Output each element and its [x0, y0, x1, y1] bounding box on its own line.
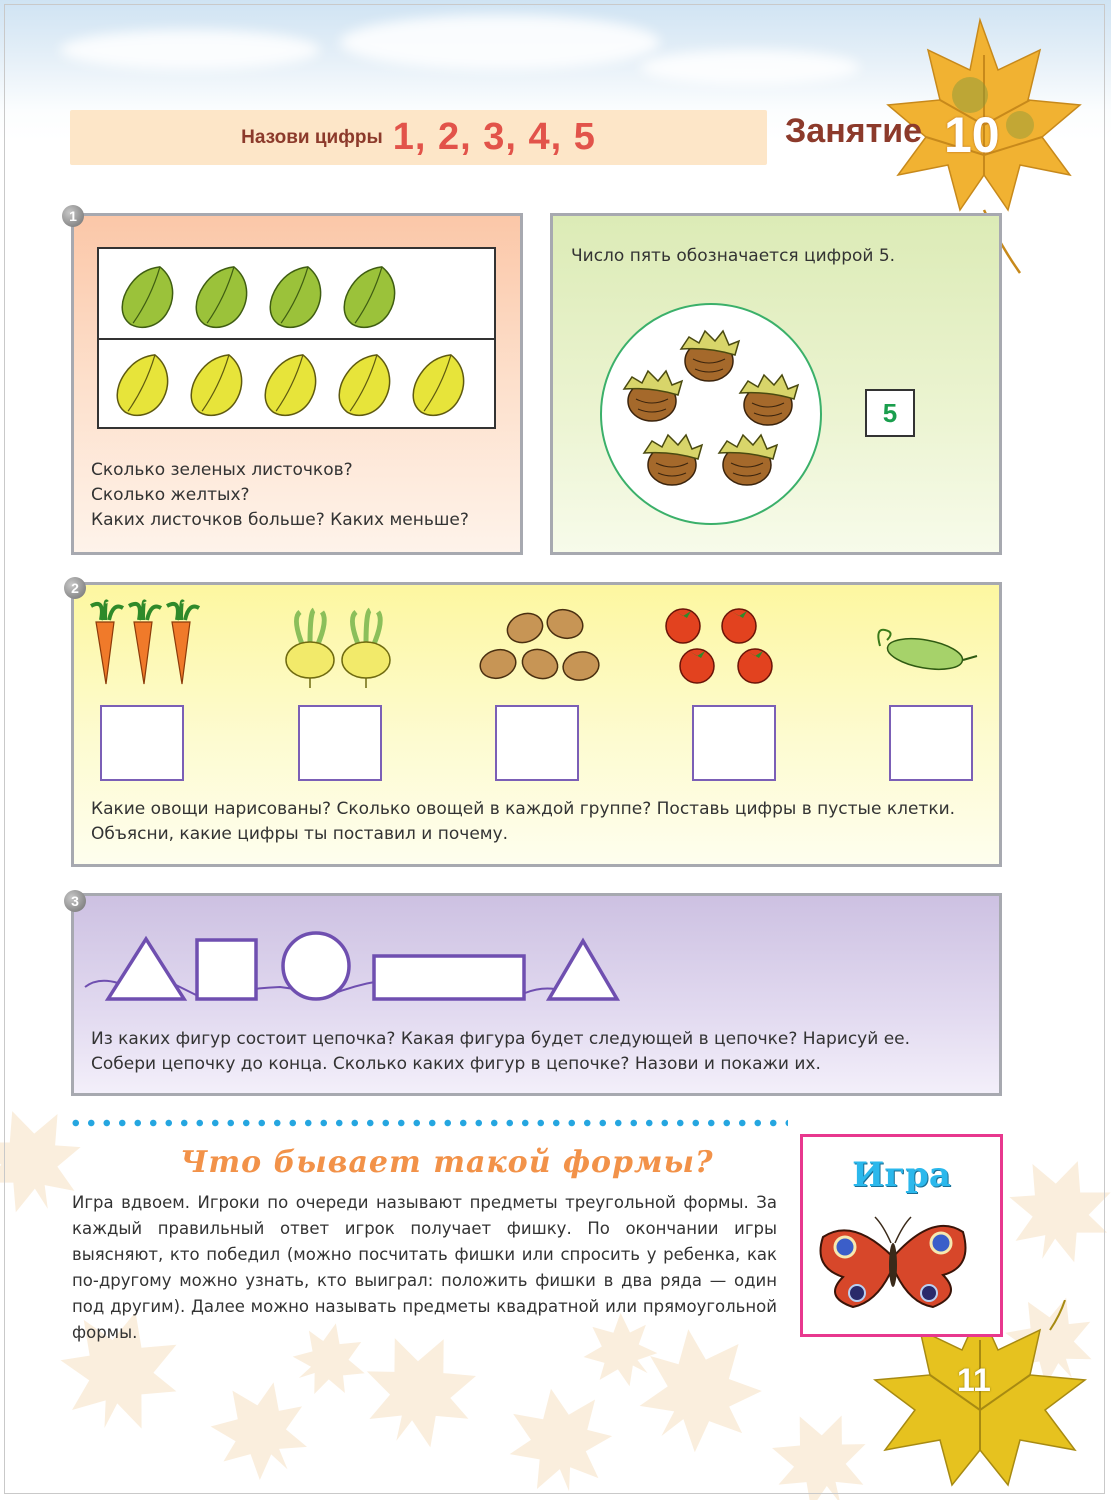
tomato-icon — [680, 649, 714, 683]
instruction-line: Из каких фигур состоит цепочка? Какая фигура будет следующей в цепочке? Нарисуй ее. — [91, 1029, 911, 1049]
hazelnut-icon — [644, 435, 702, 485]
answer-cell[interactable] — [889, 705, 973, 781]
leaf-table — [97, 247, 496, 429]
task-2-number-badge: 2 — [64, 577, 86, 599]
task-3-instructions — [91, 1027, 910, 1077]
task-3-number-badge: 3 — [64, 890, 86, 912]
butterfly-icon — [813, 1207, 973, 1317]
turnip-icon — [286, 610, 334, 688]
answer-cell[interactable] — [298, 705, 382, 781]
rectangle-shape — [374, 956, 524, 999]
tomato-icon — [666, 609, 700, 643]
question-line: Сколько зеленых листочков? — [91, 460, 353, 480]
potato-icon — [544, 606, 586, 642]
answer-cell[interactable] — [100, 705, 184, 781]
carrot-icon — [91, 601, 123, 684]
game-card-title: Игра — [852, 1155, 951, 1195]
hazelnuts-illustration — [602, 305, 820, 523]
tomato-group — [666, 609, 772, 683]
question-line: Каких листочков больше? Каких меньше? — [91, 510, 469, 530]
hazelnut-plate — [600, 303, 822, 525]
game-description: Игра вдвоем. Игроки по очереди называют предметы треугольной формы. За каждый правильный ответ игрок получает фишку. По окончании игры выясняют, кто победил (можно посчитать фишки или спросить у ребенка, как по-другому можно узнать, кто выиграл: положить фишки в два ряда — один под другим). Далее можно называть предметы квадратной или прямоугольной формы. — [72, 1193, 777, 1342]
game-section-title: Что бывает такой формы? — [180, 1145, 714, 1180]
yellow-leaf-icon — [407, 347, 473, 423]
turnip-group — [286, 610, 390, 688]
green-leaf-icon — [116, 259, 182, 335]
answer-cell[interactable] — [495, 705, 579, 781]
cloud — [60, 30, 320, 70]
topic-label: Назови цифры — [241, 126, 383, 148]
potato-icon — [518, 645, 561, 684]
yellow-leaf-icon — [333, 347, 399, 423]
triangle-shape — [108, 939, 184, 999]
topic-digits: 1, 2, 3, 4, 5 — [392, 116, 596, 158]
question-line: Сколько желтых? — [91, 485, 250, 505]
hazelnut-icon — [719, 435, 777, 485]
topic-banner — [70, 110, 767, 165]
yellow-leaf-icon — [111, 347, 177, 423]
leaves-illustration — [99, 249, 494, 427]
triangle-shape — [549, 941, 617, 999]
yellow-leaves-row — [111, 347, 473, 423]
cucumber-group — [878, 630, 977, 675]
dotted-divider — [68, 1118, 788, 1128]
instruction-line: Объясни, какие цифры ты поставил и почему. — [91, 824, 509, 844]
task-1-questions — [91, 458, 469, 533]
hazelnut-icon — [740, 375, 798, 425]
carrot-group — [91, 601, 199, 684]
game-card — [800, 1134, 1003, 1337]
yellow-leaf-icon — [259, 347, 325, 423]
green-leaves-row — [116, 259, 404, 335]
shape-chain — [80, 925, 640, 1010]
cloud — [340, 15, 660, 70]
cucumber-icon — [878, 630, 977, 675]
potato-icon — [561, 649, 601, 683]
circle-shape — [283, 933, 349, 999]
instruction-line: Какие овощи нарисованы? Сколько овощей в каждой группе? Поставь цифры в пустые клетки. — [91, 799, 956, 819]
lesson-number: 10 — [944, 107, 1000, 163]
answer-cell[interactable] — [692, 705, 776, 781]
hazelnut-icon — [624, 371, 682, 421]
hazelnut-icon — [681, 331, 739, 381]
digit-five-card: 5 — [865, 389, 915, 437]
lesson-label: Занятие — [785, 112, 923, 150]
task-2-instructions — [91, 797, 955, 847]
potato-icon — [477, 646, 519, 682]
number-five-caption: Число пять обозначается цифрой 5. — [571, 246, 896, 266]
green-leaf-icon — [264, 259, 330, 335]
carrot-icon — [167, 601, 199, 684]
instruction-line: Собери цепочку до конца. Сколько каких фигур в цепочке? Назови и покажи их. — [91, 1054, 821, 1074]
turnip-icon — [342, 610, 390, 688]
carrot-icon — [129, 601, 161, 684]
yellow-leaf-icon — [185, 347, 251, 423]
square-shape — [197, 940, 256, 999]
potato-group — [477, 606, 601, 683]
green-leaf-icon — [338, 259, 404, 335]
potato-icon — [503, 609, 546, 648]
page-number: 11 — [957, 1362, 991, 1398]
cloud — [640, 50, 860, 85]
tomato-icon — [722, 609, 756, 643]
green-leaf-icon — [190, 259, 256, 335]
task-1-number-badge: 1 — [62, 205, 84, 227]
vegetables-illustration — [85, 598, 995, 698]
tomato-icon — [738, 649, 772, 683]
